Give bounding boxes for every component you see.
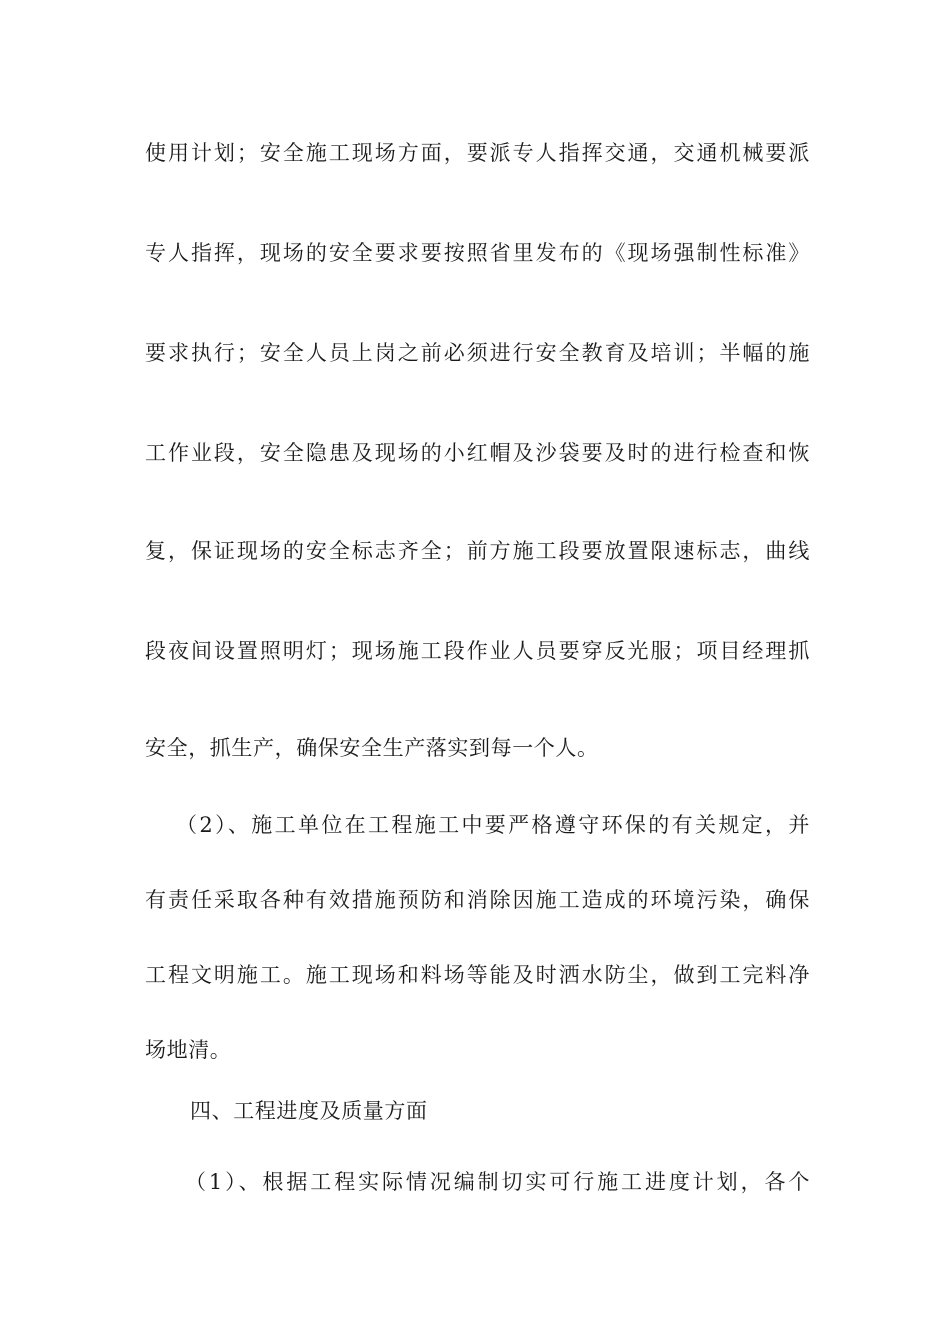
paragraph-line: 工程文明施工。施工现场和料场等能及时洒水防尘，做到工完料净 [145,963,810,987]
paragraph-line: （2）、施工单位在工程施工中要严格遵守环保的有关规定，并 [176,813,810,837]
paragraph-line: 场地清。 [145,1038,232,1062]
paragraph-line: 使用计划；安全施工现场方面，要派专人指挥交通，交通机械要派 [145,141,810,165]
section-heading: 四、工程进度及质量方面 [190,1099,428,1123]
paragraph-line: （1）、根据工程实际情况编制切实可行施工进度计划，各个 [185,1170,810,1194]
paragraph-line: 段夜间设置照明灯；现场施工段作业人员要穿反光服；项目经理抓 [145,639,810,663]
paragraph-line: 复，保证现场的安全标志齐全；前方施工段要放置限速标志，曲线 [145,539,810,563]
paragraph-line: 有责任采取各种有效措施预防和消除因施工造成的环境污染，确保 [145,888,810,912]
paragraph-line: 要求执行；安全人员上岗之前必须进行安全教育及培训；半幅的施 [145,341,810,365]
paragraph-line: 专人指挥，现场的安全要求要按照省里发布的《现场强制性标准》 [145,241,810,265]
paragraph-line: 安全，抓生产，确保安全生产落实到每一个人。 [145,736,599,760]
paragraph-line: 工作业段，安全隐患及现场的小红帽及沙袋要及时的进行检查和恢 [145,441,810,465]
